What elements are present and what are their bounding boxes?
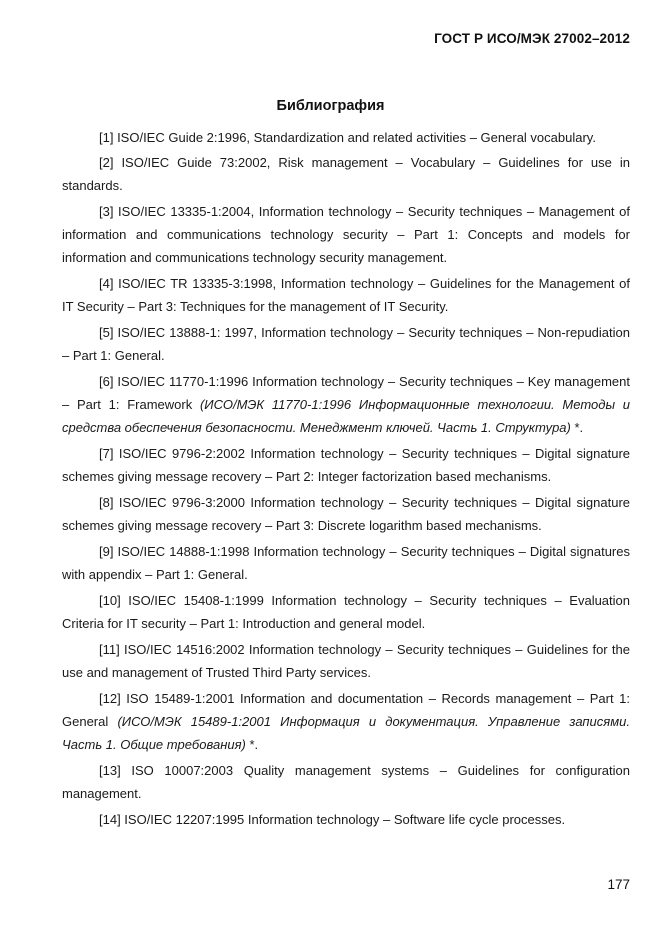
- reference-text: [10] ISO/IEC 15408-1:1999 Information technology – Security techniques – Evaluation Criteria for IT security – Part 1: Introduction and general model.: [62, 593, 630, 631]
- reference-item-4: [62, 272, 630, 318]
- reference-text: [3] ISO/IEC 13335-1:2004, Information technology – Security techniques – Management of information and communications technology security – Part 1: Concepts and models for information and communications technology security management.: [62, 204, 630, 265]
- reference-item-14: [62, 808, 630, 831]
- reference-item-6: [62, 370, 630, 439]
- reference-item-10: [62, 589, 630, 635]
- reference-russian-note: (ИСО/МЭК 15489-1:2001 Информация и документация. Управление записями. Часть 1. Общие требования): [62, 714, 630, 752]
- reference-item-13: [62, 759, 630, 805]
- reference-item-8: [62, 491, 630, 537]
- reference-text: [12] ISO 15489-1:2001 Information and documentation – Records management – Part 1: General: [62, 691, 630, 729]
- reference-text: [7] ISO/IEC 9796-2:2002 Information technology – Security techniques – Digital signature schemes giving message recovery – Part 2: Integer factorization based mechanisms.: [62, 446, 630, 484]
- reference-text: [14] ISO/IEC 12207:1995 Information technology – Software life cycle processes.: [99, 812, 566, 827]
- reference-footnote-mark: *.: [245, 737, 259, 752]
- reference-item-11: [62, 638, 630, 684]
- reference-footnote-mark: *.: [570, 420, 584, 435]
- document-header: ГОСТ Р ИСО/МЭК 27002–2012: [434, 31, 630, 46]
- reference-text: [4] ISO/IEC TR 13335-3:1998, Information technology – Guidelines for the Management of IT Security – Part 3: Techniques for the management of IT Security.: [62, 276, 630, 314]
- reference-item-3: [62, 200, 630, 269]
- reference-russian-note: (ИСО/МЭК 11770-1:1996 Информационные технологии. Методы и средства обеспечения безопасности. Менеджмент ключей. Часть 1. Структура): [62, 397, 630, 435]
- reference-item-5: [62, 321, 630, 367]
- reference-text: [1] ISO/IEC Guide 2:1996, Standardization and related activities – General vocabulary.: [99, 130, 596, 145]
- reference-text: [8] ISO/IEC 9796-3:2000 Information technology – Security techniques – Digital signature schemes giving message recovery – Part 3: Discrete logarithm based mechanisms.: [62, 495, 630, 533]
- reference-text: [2] ISO/IEC Guide 73:2002, Risk management – Vocabulary – Guidelines for use in standards.: [62, 155, 630, 193]
- page-number: 177: [607, 877, 630, 892]
- reference-text: [13] ISO 10007:2003 Quality management systems – Guidelines for configuration management.: [62, 763, 630, 801]
- reference-item-9: [62, 540, 630, 586]
- bibliography-list: [62, 126, 630, 834]
- reference-item-2: [62, 151, 630, 197]
- reference-text: [9] ISO/IEC 14888-1:1998 Information technology – Security techniques – Digital signatures with appendix – Part 1: General.: [62, 544, 630, 582]
- reference-text: [11] ISO/IEC 14516:2002 Information technology – Security techniques – Guidelines for the use and management of Trusted Third Party services.: [62, 642, 630, 680]
- page-title: Библиография: [276, 98, 385, 114]
- reference-item-1: [62, 126, 630, 149]
- reference-text: [5] ISO/IEC 13888-1: 1997, Information technology – Security techniques – Non-repudiation – Part 1: General.: [62, 325, 630, 363]
- reference-item-7: [62, 442, 630, 488]
- reference-text: [6] ISO/IEC 11770-1:1996 Information technology – Security techniques – Key management – Part 1: Framework: [62, 374, 630, 412]
- reference-item-12: [62, 687, 630, 756]
